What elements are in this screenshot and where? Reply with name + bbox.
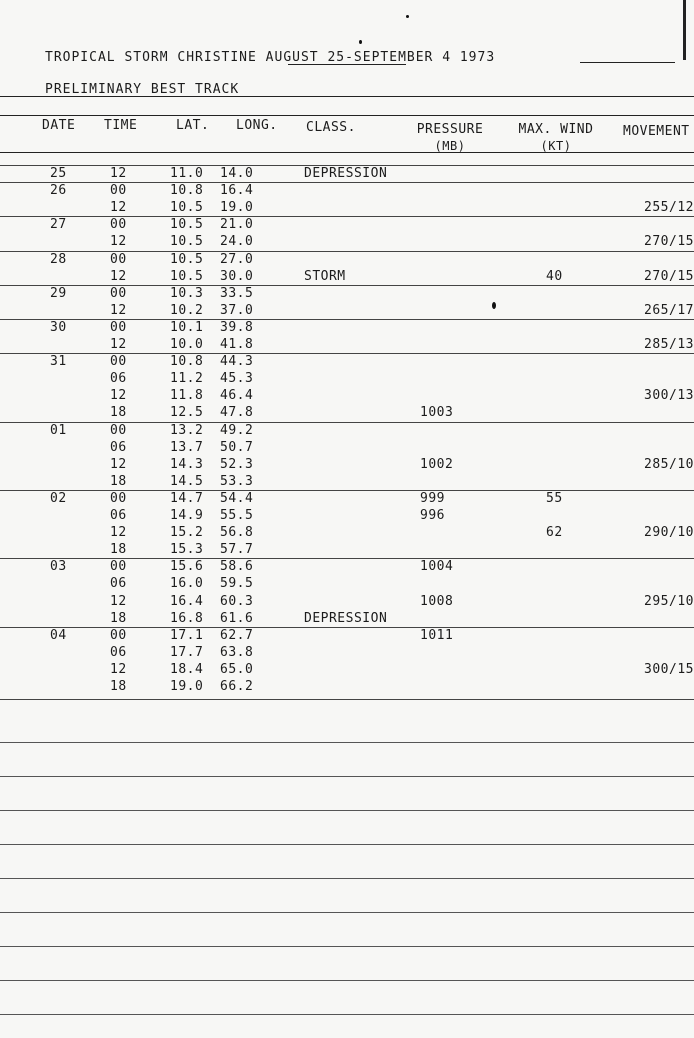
day-separator-rule bbox=[0, 251, 694, 252]
header-lat: LAT. bbox=[176, 118, 210, 133]
cell-movement: 265/17 bbox=[644, 302, 694, 318]
day-separator-rule bbox=[0, 319, 694, 320]
cell-lat: 14.3 bbox=[170, 456, 204, 472]
cell-lat: 10.2 bbox=[170, 302, 204, 318]
cell-date: 29 bbox=[50, 285, 67, 301]
cell-movement: 270/15 bbox=[644, 234, 694, 250]
cell-date: 31 bbox=[50, 354, 67, 370]
cell-pressure: 1004 bbox=[420, 559, 454, 575]
cell-long: 14.0 bbox=[220, 166, 254, 181]
cell-long: 46.4 bbox=[220, 388, 254, 404]
ink-speck bbox=[406, 15, 409, 18]
cell-long: 27.0 bbox=[220, 251, 254, 267]
document-subtitle: PRELIMINARY BEST TRACK bbox=[45, 82, 240, 97]
cell-date: 30 bbox=[50, 319, 67, 335]
cell-lat: 15.6 bbox=[170, 559, 204, 575]
cell-class: DEPRESSION bbox=[304, 166, 388, 181]
cell-lat: 19.0 bbox=[170, 679, 204, 694]
cell-time: 00 bbox=[110, 183, 127, 199]
cell-long: 45.3 bbox=[220, 371, 254, 387]
header-top-rule bbox=[0, 115, 694, 116]
cell-time: 00 bbox=[110, 217, 127, 233]
cell-time: 00 bbox=[110, 319, 127, 335]
cell-long: 58.6 bbox=[220, 559, 254, 575]
blank-ruled-line bbox=[0, 912, 694, 913]
page-edge-mark bbox=[683, 0, 686, 60]
cell-time: 12 bbox=[110, 166, 127, 181]
cell-time: 12 bbox=[110, 302, 127, 318]
header-pressure bbox=[409, 122, 491, 154]
day-separator-rule bbox=[0, 558, 694, 559]
cell-lat: 10.1 bbox=[170, 319, 204, 335]
cell-long: 62.7 bbox=[220, 627, 254, 643]
cell-long: 24.0 bbox=[220, 234, 254, 250]
cell-time: 06 bbox=[110, 371, 127, 387]
cell-lat: 18.4 bbox=[170, 661, 204, 677]
cell-class: STORM bbox=[304, 268, 346, 284]
cell-movement: 300/15 bbox=[644, 661, 694, 677]
cell-movement: 295/10 bbox=[644, 593, 694, 609]
cell-date: 26 bbox=[50, 183, 67, 199]
cell-time: 06 bbox=[110, 508, 127, 523]
header-wind bbox=[510, 122, 602, 154]
blank-ruled-line bbox=[0, 844, 694, 845]
cell-lat: 10.5 bbox=[170, 251, 204, 267]
cell-long: 53.3 bbox=[220, 473, 254, 489]
cell-pressure: 996 bbox=[420, 508, 445, 523]
cell-long: 63.8 bbox=[220, 644, 254, 660]
day-separator-rule bbox=[0, 353, 694, 354]
cell-long: 54.4 bbox=[220, 490, 254, 506]
cell-lat: 10.5 bbox=[170, 234, 204, 250]
cell-lat: 10.3 bbox=[170, 285, 204, 301]
cell-time: 12 bbox=[110, 234, 127, 250]
day-separator-rule bbox=[0, 182, 694, 183]
cell-lat: 11.8 bbox=[170, 388, 204, 404]
blank-ruled-line bbox=[0, 946, 694, 947]
cell-long: 55.5 bbox=[220, 508, 254, 523]
cell-long: 44.3 bbox=[220, 354, 254, 370]
cell-lat: 13.7 bbox=[170, 439, 204, 455]
day-separator-rule bbox=[0, 627, 694, 628]
cell-lat: 14.5 bbox=[170, 473, 204, 489]
table-end-rule bbox=[0, 699, 694, 700]
subtitle-rule bbox=[0, 96, 694, 97]
cell-pressure: 1011 bbox=[420, 627, 454, 643]
cell-long: 19.0 bbox=[220, 200, 254, 216]
cell-time: 12 bbox=[110, 200, 127, 216]
header-class: CLASS. bbox=[306, 120, 356, 135]
cell-time: 18 bbox=[110, 679, 127, 694]
cell-lat: 17.7 bbox=[170, 644, 204, 660]
cell-date: 04 bbox=[50, 627, 67, 643]
cell-long: 21.0 bbox=[220, 217, 254, 233]
cell-time: 06 bbox=[110, 576, 127, 592]
cell-time: 12 bbox=[110, 337, 127, 352]
blank-ruled-line bbox=[0, 878, 694, 879]
blank-ruled-line bbox=[0, 980, 694, 981]
cell-long: 33.5 bbox=[220, 285, 254, 301]
cell-lat: 15.2 bbox=[170, 525, 204, 541]
cell-time: 18 bbox=[110, 610, 127, 626]
cell-movement: 285/13 bbox=[644, 337, 694, 352]
cell-time: 06 bbox=[110, 644, 127, 660]
blank-ruled-line bbox=[0, 776, 694, 777]
cell-time: 00 bbox=[110, 490, 127, 506]
cell-long: 41.8 bbox=[220, 337, 254, 352]
day-separator-rule bbox=[0, 216, 694, 217]
cell-movement: 300/13 bbox=[644, 388, 694, 404]
blank-ruled-line bbox=[0, 1014, 694, 1015]
blank-ruled-line bbox=[0, 810, 694, 811]
cell-lat: 15.3 bbox=[170, 542, 204, 558]
cell-lat: 11.0 bbox=[170, 166, 204, 181]
cell-time: 12 bbox=[110, 456, 127, 472]
cell-lat: 10.5 bbox=[170, 268, 204, 284]
cell-lat: 10.5 bbox=[170, 217, 204, 233]
blank-ruled-line bbox=[0, 742, 694, 743]
cell-lat: 17.1 bbox=[170, 627, 204, 643]
cell-time: 00 bbox=[110, 354, 127, 370]
day-separator-rule bbox=[0, 490, 694, 491]
header-bottom-rule bbox=[0, 152, 694, 153]
cell-movement: 285/10 bbox=[644, 456, 694, 472]
header-pressure-label: PRESSURE bbox=[416, 122, 484, 137]
cell-date: 25 bbox=[50, 166, 67, 181]
cell-lat: 10.0 bbox=[170, 337, 204, 352]
header-wind-label: MAX. WIND bbox=[518, 122, 594, 137]
day-separator-rule bbox=[0, 422, 694, 423]
cell-long: 47.8 bbox=[220, 405, 254, 421]
cell-long: 61.6 bbox=[220, 610, 254, 626]
cell-movement: 290/10 bbox=[644, 525, 694, 541]
cell-time: 00 bbox=[110, 627, 127, 643]
cell-long: 56.8 bbox=[220, 525, 254, 541]
cell-long: 52.3 bbox=[220, 456, 254, 472]
cell-date: 03 bbox=[50, 559, 67, 575]
cell-movement: 255/12 bbox=[644, 200, 694, 216]
cell-pressure: 1008 bbox=[420, 593, 454, 609]
header-long: LONG. bbox=[236, 118, 278, 133]
cell-long: 59.5 bbox=[220, 576, 254, 592]
cell-time: 12 bbox=[110, 661, 127, 677]
cell-long: 50.7 bbox=[220, 439, 254, 455]
cell-pressure: 1002 bbox=[420, 456, 454, 472]
cell-time: 00 bbox=[110, 422, 127, 438]
cell-lat: 16.8 bbox=[170, 610, 204, 626]
cell-date: 02 bbox=[50, 490, 67, 506]
cell-long: 66.2 bbox=[220, 679, 254, 694]
cell-lat: 13.2 bbox=[170, 422, 204, 438]
header-pressure-unit: (MB) bbox=[434, 139, 466, 153]
cell-long: 39.8 bbox=[220, 319, 254, 335]
cell-date: 27 bbox=[50, 217, 67, 233]
title-underline bbox=[288, 64, 406, 65]
header-wind-unit: (KT) bbox=[540, 139, 572, 153]
header-time: TIME bbox=[104, 118, 138, 133]
cell-time: 18 bbox=[110, 405, 127, 421]
cell-time: 12 bbox=[110, 268, 127, 284]
cell-wind: 40 bbox=[546, 268, 563, 284]
cell-date: 28 bbox=[50, 251, 67, 267]
cell-long: 37.0 bbox=[220, 302, 254, 318]
ink-speck bbox=[492, 302, 496, 309]
document-title: TROPICAL STORM CHRISTINE AUGUST 25-SEPTEMBER 4 1973 bbox=[45, 50, 496, 65]
cell-time: 06 bbox=[110, 439, 127, 455]
cell-time: 18 bbox=[110, 473, 127, 489]
cell-time: 00 bbox=[110, 559, 127, 575]
cell-wind: 62 bbox=[546, 525, 563, 541]
cell-date: 01 bbox=[50, 422, 67, 438]
cell-lat: 10.5 bbox=[170, 200, 204, 216]
cell-pressure: 999 bbox=[420, 490, 445, 506]
cell-time: 12 bbox=[110, 525, 127, 541]
cell-long: 16.4 bbox=[220, 183, 254, 199]
cell-long: 49.2 bbox=[220, 422, 254, 438]
cell-lat: 14.9 bbox=[170, 508, 204, 523]
cell-time: 00 bbox=[110, 251, 127, 267]
cell-long: 60.3 bbox=[220, 593, 254, 609]
cell-time: 18 bbox=[110, 542, 127, 558]
day-separator-rule bbox=[0, 285, 694, 286]
cell-movement: 270/15 bbox=[644, 268, 694, 284]
header-date: DATE bbox=[42, 118, 76, 133]
cell-long: 30.0 bbox=[220, 268, 254, 284]
cell-lat: 10.8 bbox=[170, 354, 204, 370]
cell-lat: 16.4 bbox=[170, 593, 204, 609]
cell-lat: 14.7 bbox=[170, 490, 204, 506]
cell-class: DEPRESSION bbox=[304, 610, 388, 626]
title-rule-right bbox=[580, 62, 675, 63]
cell-time: 12 bbox=[110, 388, 127, 404]
cell-time: 00 bbox=[110, 285, 127, 301]
cell-lat: 16.0 bbox=[170, 576, 204, 592]
cell-long: 65.0 bbox=[220, 661, 254, 677]
cell-time: 12 bbox=[110, 593, 127, 609]
cell-lat: 11.2 bbox=[170, 371, 204, 387]
ink-speck bbox=[359, 40, 362, 44]
cell-wind: 55 bbox=[546, 490, 563, 506]
cell-lat: 12.5 bbox=[170, 405, 204, 421]
cell-pressure: 1003 bbox=[420, 405, 454, 421]
header-movement: MOVEMENT bbox=[623, 124, 690, 139]
cell-long: 57.7 bbox=[220, 542, 254, 558]
cell-lat: 10.8 bbox=[170, 183, 204, 199]
